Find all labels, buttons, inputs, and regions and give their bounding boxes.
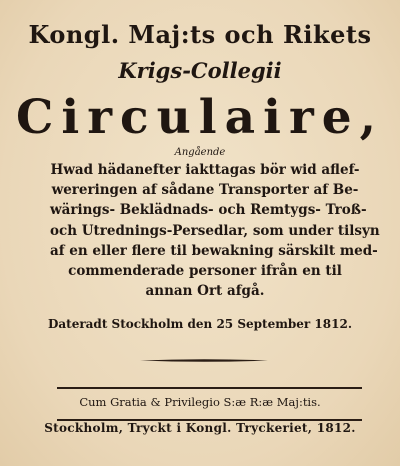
date-line: Dateradt Stockholm den 25 September 1812. bbox=[47, 317, 353, 331]
subtitle: Angående bbox=[174, 147, 226, 158]
body-line: af en eller flere til bewakning särskilt med- bbox=[50, 242, 378, 259]
body-line: wereringen af sådane Transporter af Be- bbox=[51, 182, 359, 199]
top-rule bbox=[57, 387, 362, 389]
body-line: commenderade personer ifrån en til bbox=[68, 263, 342, 280]
title-line-1: Kongl. Maj:ts och Rikets bbox=[28, 20, 372, 49]
title-line-2: Krigs-Collegii bbox=[118, 58, 282, 83]
body-text bbox=[50, 160, 380, 301]
body-line: och Utrednings-Persedlar, som under tilsyn bbox=[50, 222, 380, 239]
ornament-rule bbox=[140, 358, 268, 363]
body-line: annan Ort afgå. bbox=[145, 283, 265, 300]
body-line: wärings- Beklädnads- och Remtygs- Troß- bbox=[50, 202, 367, 219]
privilege-line: Cum Gratia & Privilegio S:æ R:æ Maj:tis. bbox=[79, 395, 321, 409]
main-title: Circulaire, bbox=[15, 90, 384, 145]
body-line: Hwad hädanefter iakttagas bör wid aflef- bbox=[50, 162, 360, 178]
imprint-line: Stockholm, Tryckt i Kongl. Tryckeriet, 1812. bbox=[44, 421, 356, 435]
